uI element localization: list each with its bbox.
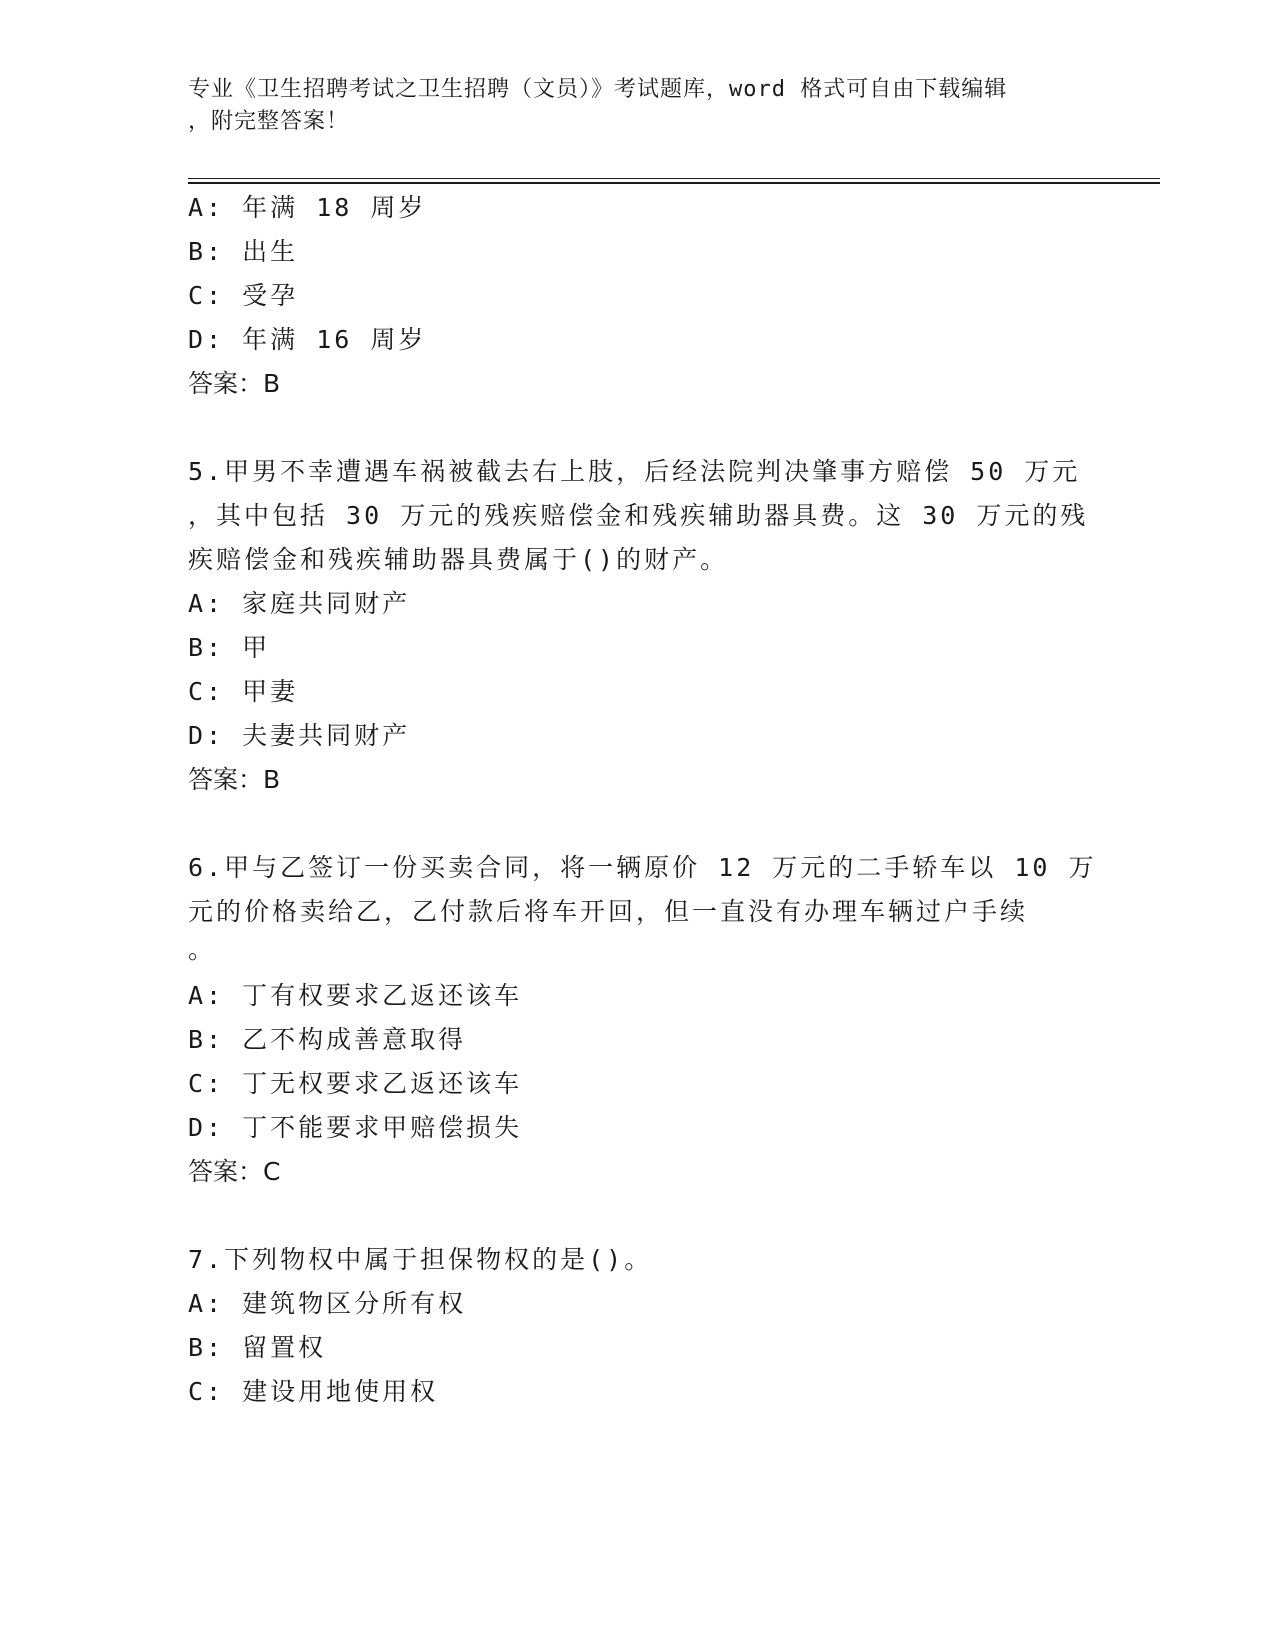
q7-text-line-1: 7.下列物权中属于担保物权的是()。 xyxy=(188,1245,653,1274)
q6-text-line-3: 。 xyxy=(188,935,217,964)
q6-option-d: D: 丁不能要求甲赔偿损失 xyxy=(188,1113,523,1142)
document-header-line-2: ，附完整答案！ xyxy=(188,109,350,134)
q6-text-line-2: 元的价格卖给乙，乙付款后将车开回，但一直没有办理车辆过户手续 xyxy=(188,897,1029,926)
q5-option-b: B: 甲 xyxy=(188,633,271,662)
q7-option-c: C: 建设用地使用权 xyxy=(188,1377,439,1406)
q6-option-c: C: 丁无权要求乙返还该车 xyxy=(188,1069,523,1098)
q5-text-line-2: ，其中包括 30 万元的残疾赔偿金和残疾辅助器具费。这 30 万元的残 xyxy=(188,501,1089,530)
q4-option-b: B: 出生 xyxy=(188,237,299,266)
header-divider-thin xyxy=(188,178,1160,179)
q4-option-d: D: 年满 16 周岁 xyxy=(188,325,427,354)
q6-option-b: B: 乙不构成善意取得 xyxy=(188,1025,467,1054)
q7-option-a: A: 建筑物区分所有权 xyxy=(188,1289,467,1318)
header-divider-thick xyxy=(188,182,1160,184)
q4-option-a: A: 年满 18 周岁 xyxy=(188,193,427,222)
q6-text-line-1: 6.甲与乙签订一份买卖合同，将一辆原价 12 万元的二手轿车以 10 万 xyxy=(188,853,1097,882)
q4-option-c: C: 受孕 xyxy=(188,281,299,310)
document-header-line-1: 专业《卫生招聘考试之卫生招聘（文员）》考试题库，word 格式可自由下载编辑 xyxy=(188,77,1008,102)
q5-text-line-3: 疾赔偿金和残疾辅助器具费属于()的财产。 xyxy=(188,545,729,574)
q5-option-d: D: 夫妻共同财产 xyxy=(188,721,411,750)
q6-answer: 答案：C xyxy=(188,1157,281,1186)
q5-option-c: C: 甲妻 xyxy=(188,677,299,706)
q4-answer: 答案：B xyxy=(188,369,281,398)
q5-text-line-1: 5.甲男不幸遭遇车祸被截去右上肢，后经法院判决肇事方赔偿 50 万元 xyxy=(188,457,1081,486)
q7-option-b: B: 留置权 xyxy=(188,1333,327,1362)
q5-option-a: A: 家庭共同财产 xyxy=(188,589,411,618)
q6-option-a: A: 丁有权要求乙返还该车 xyxy=(188,981,523,1010)
q5-answer: 答案：B xyxy=(188,765,281,794)
